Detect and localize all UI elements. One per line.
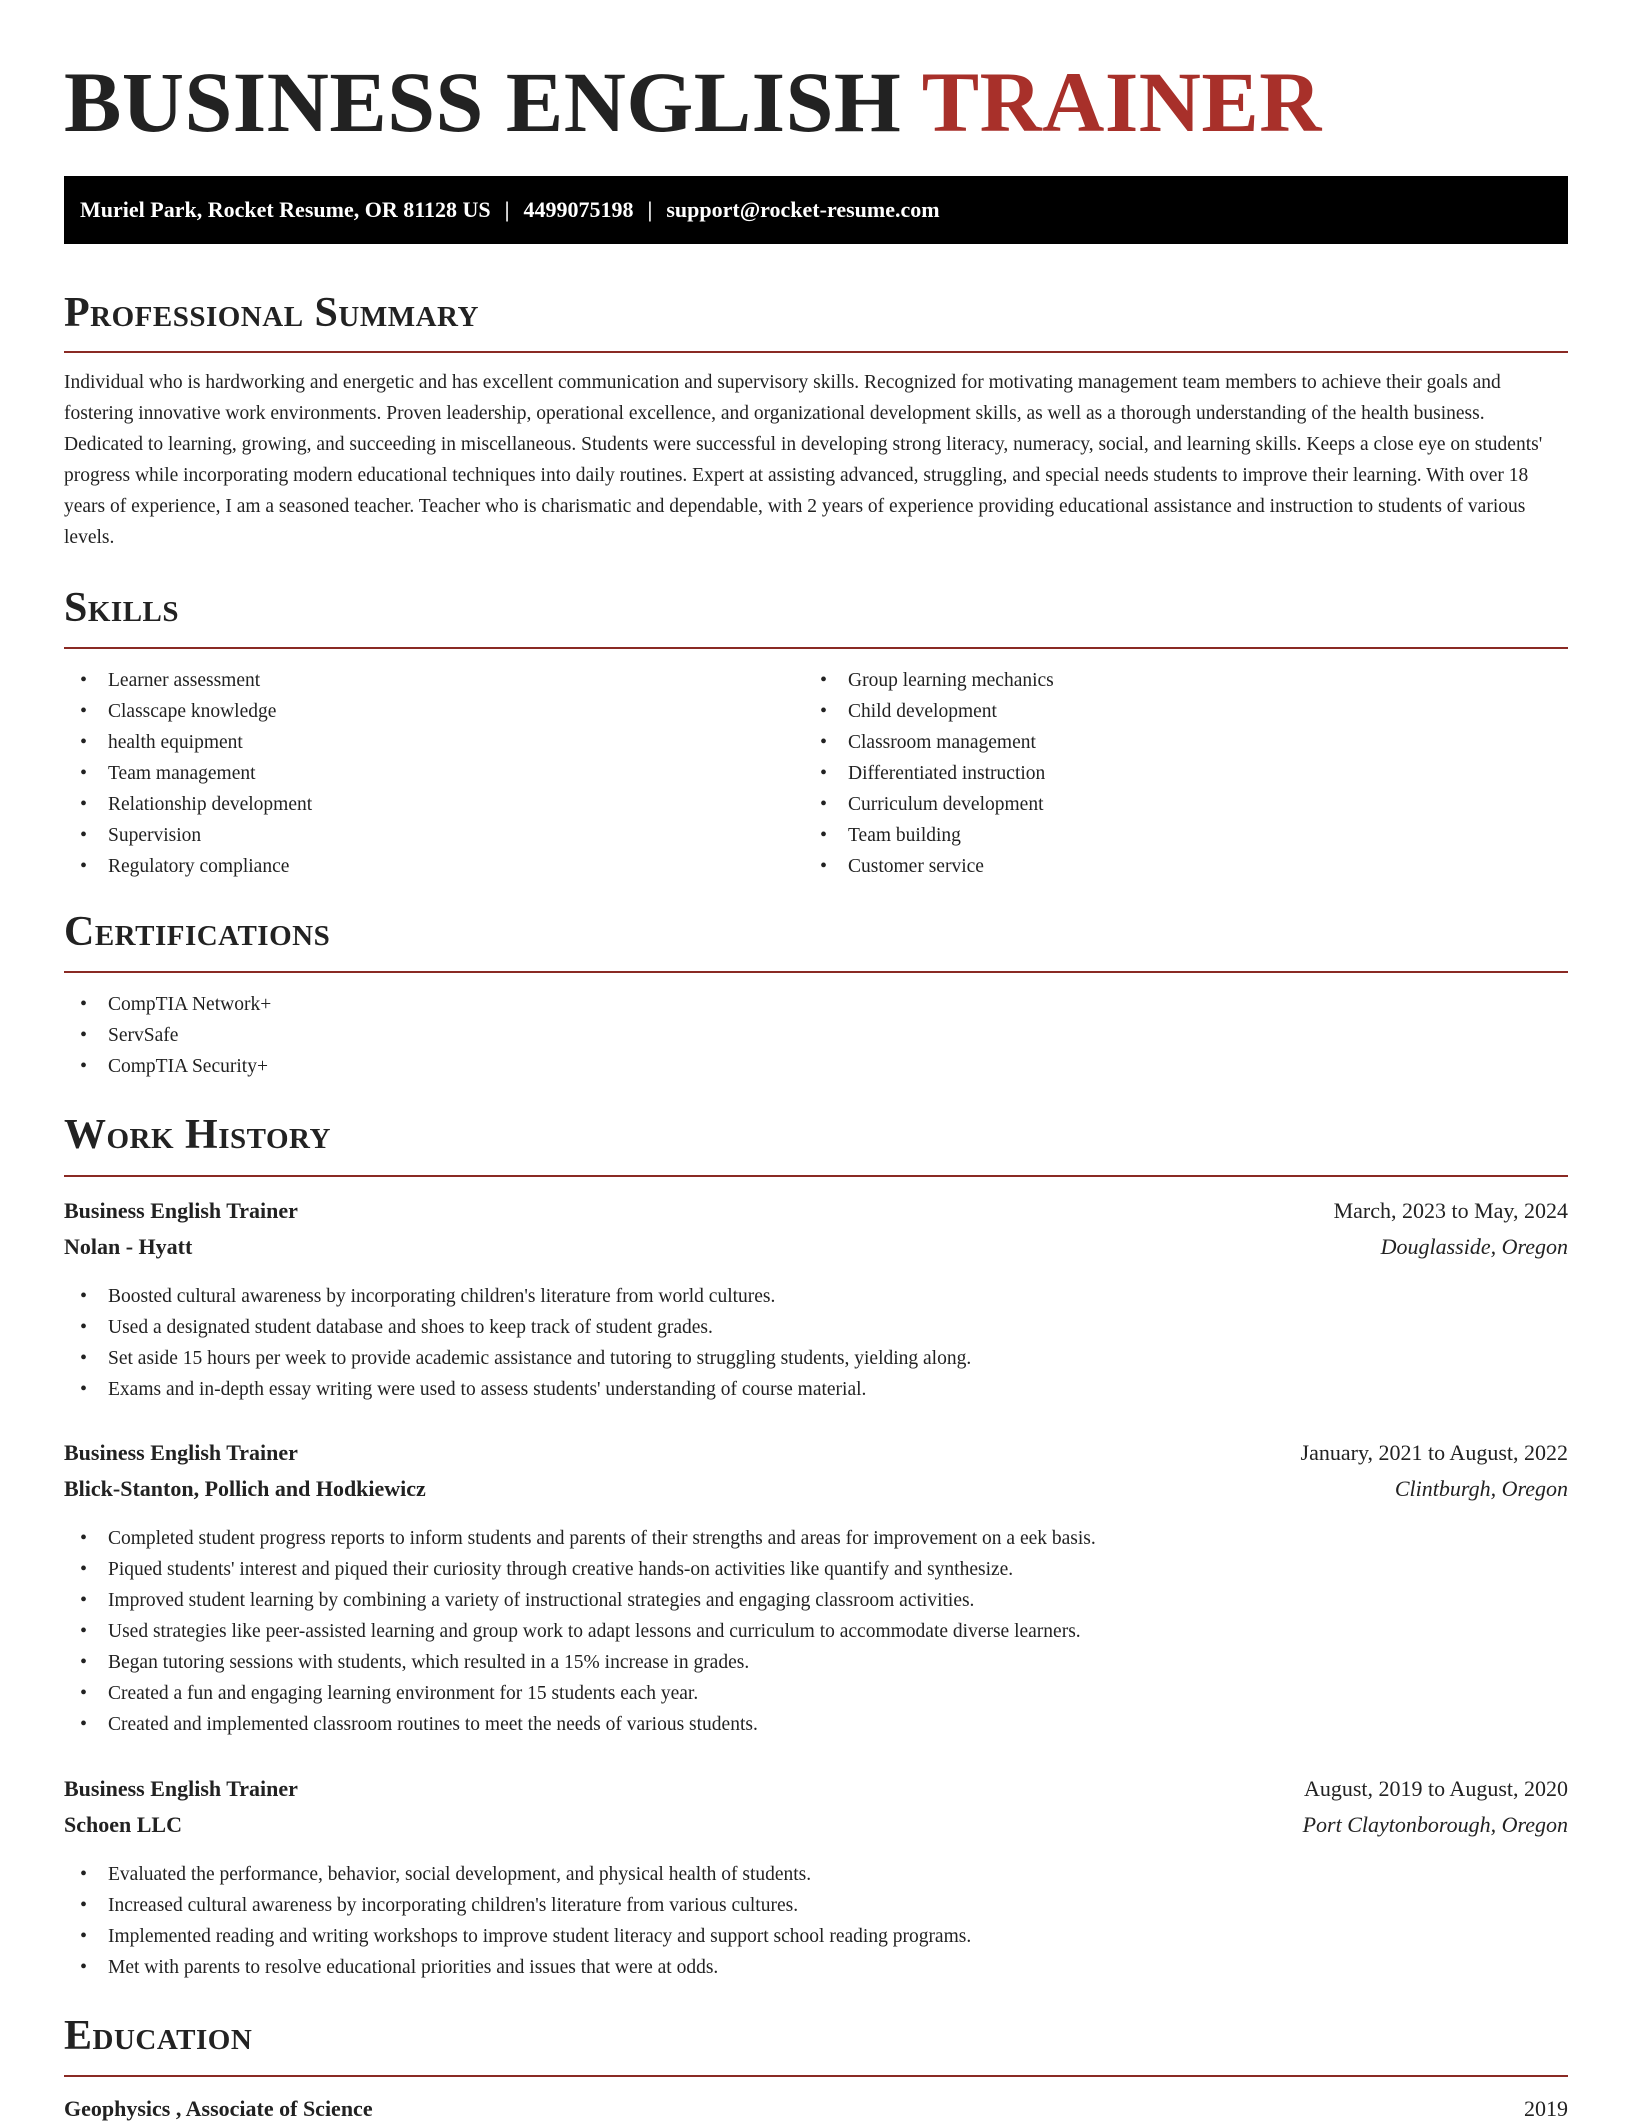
job-title: Business English Trainer [64,1776,298,1801]
skills-list-left [64,665,804,882]
job-location: Port Claytonborough, Oregon [1302,1812,1568,1837]
job-bullet: • Improved student learning by combining a variety of instructional strategies and engaging classroom activities. [64,1585,1568,1616]
job-bullet: • Completed student progress reports to inform students and parents of their strengths and areas for improvement on a eek basis. [64,1523,1568,1554]
education-degree: Geophysics , Associate of Science [64,2096,373,2121]
job-company: Schoen LLC [64,1812,182,1837]
job-bullet: • Set aside 15 hours per week to provide academic assistance and tutoring to struggling students, yielding along. [64,1343,1568,1374]
summary-rule [64,351,1568,353]
title-accent: TRAINER [921,54,1322,150]
job-bullet: • Evaluated the performance, behavior, social development, and physical health of students. [64,1859,1568,1890]
skill-item: • Classroom management [804,727,1568,758]
education-rule [64,2075,1568,2077]
contact-email[interactable]: support@rocket-resume.com [666,197,940,222]
skills-heading: Skills [64,585,180,631]
resume-content [64,0,1568,2121]
contact-separator: | [647,197,653,222]
contact-phone: 4499075198 [523,197,634,222]
certifications-heading: Certifications [64,909,331,955]
work-history-rule [64,1175,1568,1177]
skill-item: • Curriculum development [804,789,1568,820]
job-bullet: • Met with parents to resolve educational priorities and issues that were at odds. [64,1952,1568,1983]
job-bullets [64,1859,1568,1983]
job-bullet: • Piqued students' interest and piqued their curiosity through creative hands-on activities like quantify and synthesize. [64,1554,1568,1585]
work-history-heading: Work History [64,1112,331,1158]
skill-item: • Learner assessment [64,665,804,696]
contact-separator: | [504,197,510,222]
skill-item: • Team management [64,758,804,789]
summary-text: Individual who is hardworking and energetic and has excellent communication and supervisory skills. Recognized for motivating management team members to achieve their goals and fostering innovative work environments. Proven leadership, operational excellence, and organizational development skills, as well as a thorough understanding of the health business. Dedicated to learning, growing, and succeeding in miscellaneous. Students were successful in developing strong literacy, numeracy, social, and learning skills. Keeps a close eye on students' progress while incorporating modern educational techniques into daily routines. Expert at assisting advanced, struggling, and special needs students to improve their learning. With over 18 years of experience, I am a seasoned teacher. Teacher who is charismatic and dependable, with 2 years of experience providing educational assistance and instruction to students of various levels. [64,372,1543,548]
job-dates: March, 2023 to May, 2024 [1333,1198,1568,1223]
skill-item: • Supervision [64,820,804,851]
skill-item: • Relationship development [64,789,804,820]
job-location: Douglasside, Oregon [1380,1234,1568,1259]
job-dates: January, 2021 to August, 2022 [1300,1440,1568,1465]
skills-rule [64,647,1568,649]
job-title: Business English Trainer [64,1440,298,1465]
contact-bar [64,176,1568,244]
certification-item: • CompTIA Network+ [64,989,804,1020]
education-heading: Education [64,2013,253,2059]
job-bullet: • Used strategies like peer-assisted learning and group work to adapt lessons and curriculum to accommodate diverse learners. [64,1616,1568,1647]
job-bullet: • Implemented reading and writing workshops to improve student literacy and support school reading programs. [64,1921,1568,1952]
certifications-list [64,989,804,1082]
job-bullet: • Boosted cultural awareness by incorporating children's literature from world cultures. [64,1281,1568,1312]
job-company: Blick-Stanton, Pollich and Hodkiewicz [64,1476,426,1501]
certifications-rule [64,971,1568,973]
job-location: Clintburgh, Oregon [1394,1476,1568,1501]
certification-item: • ServSafe [64,1020,804,1051]
skill-item: • Child development [804,696,1568,727]
job-bullet: • Created and implemented classroom routines to meet the needs of various students. [64,1709,1568,1740]
skill-item: • Customer service [804,851,1568,882]
job-bullet: • Exams and in-depth essay writing were used to assess students' understanding of course material. [64,1374,1568,1405]
skill-item: • Differentiated instruction [804,758,1568,789]
certification-item: • CompTIA Security+ [64,1051,804,1082]
job-dates: August, 2019 to August, 2020 [1303,1776,1568,1801]
job-bullet: • Created a fun and engaging learning environment for 15 students each year. [64,1678,1568,1709]
skill-item: • Classcape knowledge [64,696,804,727]
skill-item: • Group learning mechanics [804,665,1568,696]
job-bullet: • Used a designated student database and shoes to keep track of student grades. [64,1312,1568,1343]
job-title: Business English Trainer [64,1198,298,1223]
resume-title [64,0,1568,148]
title-main: BUSINESS ENGLISH [64,54,902,150]
contact-address: Muriel Park, Rocket Resume, OR 81128 US [80,197,491,222]
skill-item: • Regulatory compliance [64,851,804,882]
job-bullets [64,1281,1568,1405]
job-bullets [64,1523,1568,1740]
education-year: 2019 [1524,2096,1568,2121]
skill-item: • Team building [804,820,1568,851]
job-company: Nolan - Hyatt [64,1234,193,1259]
job-bullet: • Increased cultural awareness by incorporating children's literature from various cultures. [64,1890,1568,1921]
job-bullet: • Began tutoring sessions with students, which resulted in a 15% increase in grades. [64,1647,1568,1678]
summary-heading: Professional Summary [64,290,479,336]
skills-list-right [804,665,1568,882]
skill-item: • health equipment [64,727,804,758]
